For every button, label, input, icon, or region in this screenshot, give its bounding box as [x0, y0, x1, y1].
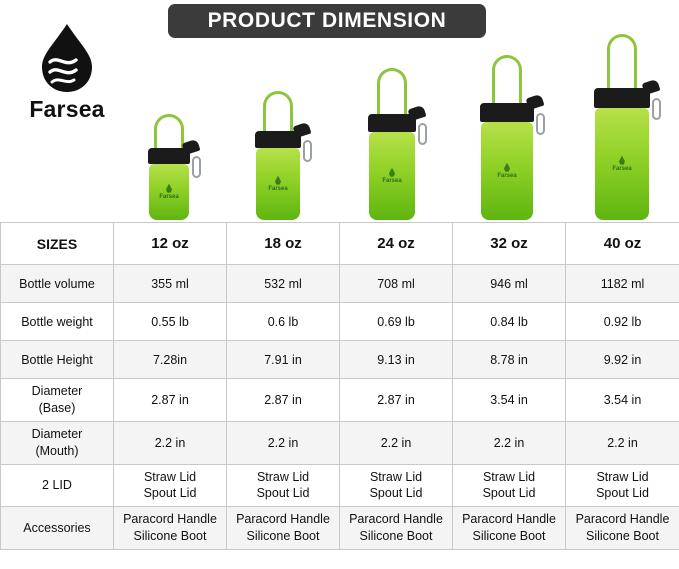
- cell-diam-base-40oz: 3.54 in: [566, 379, 679, 422]
- bottle-body: [481, 122, 533, 220]
- cell-weight-18oz: 0.6 lb: [227, 303, 340, 341]
- cell-diam-base-12oz: 2.87 in: [114, 379, 227, 422]
- bottle-12oz: [148, 114, 190, 220]
- table-row: [1, 265, 679, 303]
- cell-accessories-12oz: [114, 507, 227, 550]
- cell-diam-mouth-24oz: 2.2 in: [340, 421, 453, 464]
- carabiner-icon: [418, 123, 427, 145]
- spout-lid: [293, 122, 312, 138]
- header-cell-sizes: SIZES: [1, 223, 114, 265]
- specification-table: [0, 222, 679, 550]
- cell-diam-base-18oz: 2.87 in: [227, 379, 340, 422]
- spout-lid: [182, 139, 201, 155]
- cell-height-18oz: 7.91 in: [227, 341, 340, 379]
- cell-diam-mouth-18oz: 2.2 in: [227, 421, 340, 464]
- brand-name: Farsea: [29, 96, 105, 122]
- row-label-bottle-height: Bottle Height: [1, 341, 114, 379]
- carabiner-icon: [303, 140, 312, 162]
- bottle-body: [149, 164, 189, 220]
- cell-height-12oz: 7.28in: [114, 341, 227, 379]
- acc-line1: Paracord Handle: [123, 512, 217, 527]
- cell-lid-32oz: [453, 464, 566, 507]
- cell-lid-18oz: [227, 464, 340, 507]
- carabiner-icon: [192, 156, 201, 178]
- bottle-cap: [148, 148, 190, 164]
- bottle-logo-mark: [159, 184, 178, 201]
- header-cell-32oz: 32 oz: [453, 223, 566, 265]
- cell-weight-40oz: 0.92 lb: [566, 303, 679, 341]
- header-cell-12oz: 12 oz: [114, 223, 227, 265]
- cell-accessories-40oz: [566, 507, 679, 550]
- bottle-body: [595, 108, 649, 220]
- lid-line2: Spout Lid: [369, 486, 423, 501]
- bottle-body: [256, 148, 300, 220]
- bottle-drop-icon: [504, 163, 510, 172]
- bottle-logo-mark: [612, 156, 631, 173]
- cell-height-40oz: 9.92 in: [566, 341, 679, 379]
- cell-weight-24oz: 0.69 lb: [340, 303, 453, 341]
- acc-line1: Paracord Handle: [575, 512, 670, 527]
- row-label-diameter-mouth: [1, 421, 114, 464]
- acc-line2: Silicone Boot: [246, 529, 320, 544]
- row-label-line1: Diameter: [31, 384, 83, 398]
- bottle-lineup: [130, 40, 678, 220]
- table-row: [1, 379, 679, 422]
- cell-weight-12oz: 0.55 lb: [114, 303, 227, 341]
- acc-line1: Paracord Handle: [462, 512, 556, 527]
- spout-lid: [642, 79, 661, 95]
- cell-height-32oz: 8.78 in: [453, 341, 566, 379]
- lid-line2: Spout Lid: [482, 486, 536, 501]
- water-drop-wave-logo-icon: [36, 22, 98, 94]
- cell-accessories-24oz: [340, 507, 453, 550]
- acc-line1: Paracord Handle: [236, 512, 330, 527]
- acc-line2: Silicone Boot: [133, 529, 207, 544]
- cell-height-24oz: 9.13 in: [340, 341, 453, 379]
- cell-diam-mouth-32oz: 2.2 in: [453, 421, 566, 464]
- table-row: [1, 507, 679, 550]
- paracord-handle: [607, 34, 637, 88]
- row-label-2-lid: 2 LID: [1, 464, 114, 507]
- table-row: [1, 341, 679, 379]
- cell-volume-40oz: 1182 ml: [566, 265, 679, 303]
- row-label-line2: (Mouth): [35, 443, 79, 458]
- carabiner-icon: [652, 98, 661, 120]
- bottle-cap: [480, 103, 534, 122]
- cell-volume-18oz: 532 ml: [227, 265, 340, 303]
- bottle-drop-icon: [389, 168, 395, 177]
- header-cell-24oz: 24 oz: [340, 223, 453, 265]
- paracord-handle: [377, 68, 407, 114]
- lid-line1: Straw Lid: [596, 469, 649, 484]
- bottle-brand-text: Farsea: [382, 177, 402, 184]
- spout-lid: [408, 105, 427, 121]
- cell-lid-40oz: [566, 464, 679, 507]
- table-row: [1, 303, 679, 341]
- bottle-brand-text: Farsea: [497, 172, 517, 179]
- bottle-body: [369, 132, 415, 220]
- table-row: [1, 464, 679, 507]
- cell-diam-base-32oz: 3.54 in: [453, 379, 566, 422]
- header-cell-18oz: 18 oz: [227, 223, 340, 265]
- lid-line1: Straw Lid: [256, 469, 310, 484]
- table-row: [1, 421, 679, 464]
- brand-logo: [12, 22, 122, 123]
- cell-diam-mouth-40oz: 2.2 in: [566, 421, 679, 464]
- row-label-bottle-weight: Bottle weight: [1, 303, 114, 341]
- cell-accessories-18oz: [227, 507, 340, 550]
- cell-diam-base-24oz: 2.87 in: [340, 379, 453, 422]
- bottle-cap: [255, 131, 301, 148]
- cell-volume-24oz: 708 ml: [340, 265, 453, 303]
- bottle-18oz: [255, 91, 301, 220]
- acc-line2: Silicone Boot: [359, 529, 433, 544]
- bottle-40oz: [594, 34, 650, 220]
- cell-weight-32oz: 0.84 lb: [453, 303, 566, 341]
- header-cell-40oz: 40 oz: [566, 223, 679, 265]
- bottle-brand-text: Farsea: [268, 185, 288, 192]
- spout-lid: [526, 94, 545, 110]
- lid-line2: Spout Lid: [143, 486, 197, 501]
- acc-line1: Paracord Handle: [349, 512, 443, 527]
- lid-line2: Spout Lid: [256, 486, 310, 501]
- page-title: PRODUCT DIMENSION: [207, 9, 447, 32]
- bottle-cap: [368, 114, 416, 132]
- bottle-drop-icon: [619, 156, 625, 165]
- cell-diam-mouth-12oz: 2.2 in: [114, 421, 227, 464]
- row-label-accessories: Accessories: [1, 507, 114, 550]
- bottle-cap: [594, 88, 650, 108]
- header-banner: [168, 4, 486, 38]
- bottle-logo-mark: [497, 163, 516, 180]
- cell-accessories-32oz: [453, 507, 566, 550]
- paracord-handle: [492, 55, 522, 103]
- cell-lid-12oz: [114, 464, 227, 507]
- lid-line1: Straw Lid: [143, 469, 197, 484]
- acc-line2: Silicone Boot: [586, 529, 659, 544]
- cell-volume-32oz: 946 ml: [453, 265, 566, 303]
- bottle-drop-icon: [166, 184, 172, 193]
- row-label-line1: Diameter: [31, 426, 83, 441]
- bottle-24oz: [368, 68, 416, 220]
- carabiner-icon: [536, 113, 545, 135]
- paracord-handle: [263, 91, 293, 131]
- paracord-handle: [154, 114, 184, 148]
- bottle-32oz: [480, 55, 534, 220]
- bottle-brand-text: Farsea: [612, 165, 632, 172]
- lid-line2: Spout Lid: [596, 486, 649, 501]
- bottle-logo-mark: [268, 176, 287, 193]
- row-label-diameter-base: [1, 379, 114, 422]
- row-label-bottle-volume: Bottle volume: [1, 265, 114, 303]
- lid-line1: Straw Lid: [482, 469, 536, 484]
- lid-line1: Straw Lid: [369, 469, 423, 484]
- bottle-brand-text: Farsea: [159, 193, 179, 200]
- row-label-line2: (Base): [38, 400, 76, 415]
- acc-line2: Silicone Boot: [472, 529, 546, 544]
- bottle-logo-mark: [382, 168, 401, 185]
- cell-lid-24oz: [340, 464, 453, 507]
- cell-volume-12oz: 355 ml: [114, 265, 227, 303]
- bottle-drop-icon: [275, 176, 281, 185]
- table-header-row: [1, 223, 679, 265]
